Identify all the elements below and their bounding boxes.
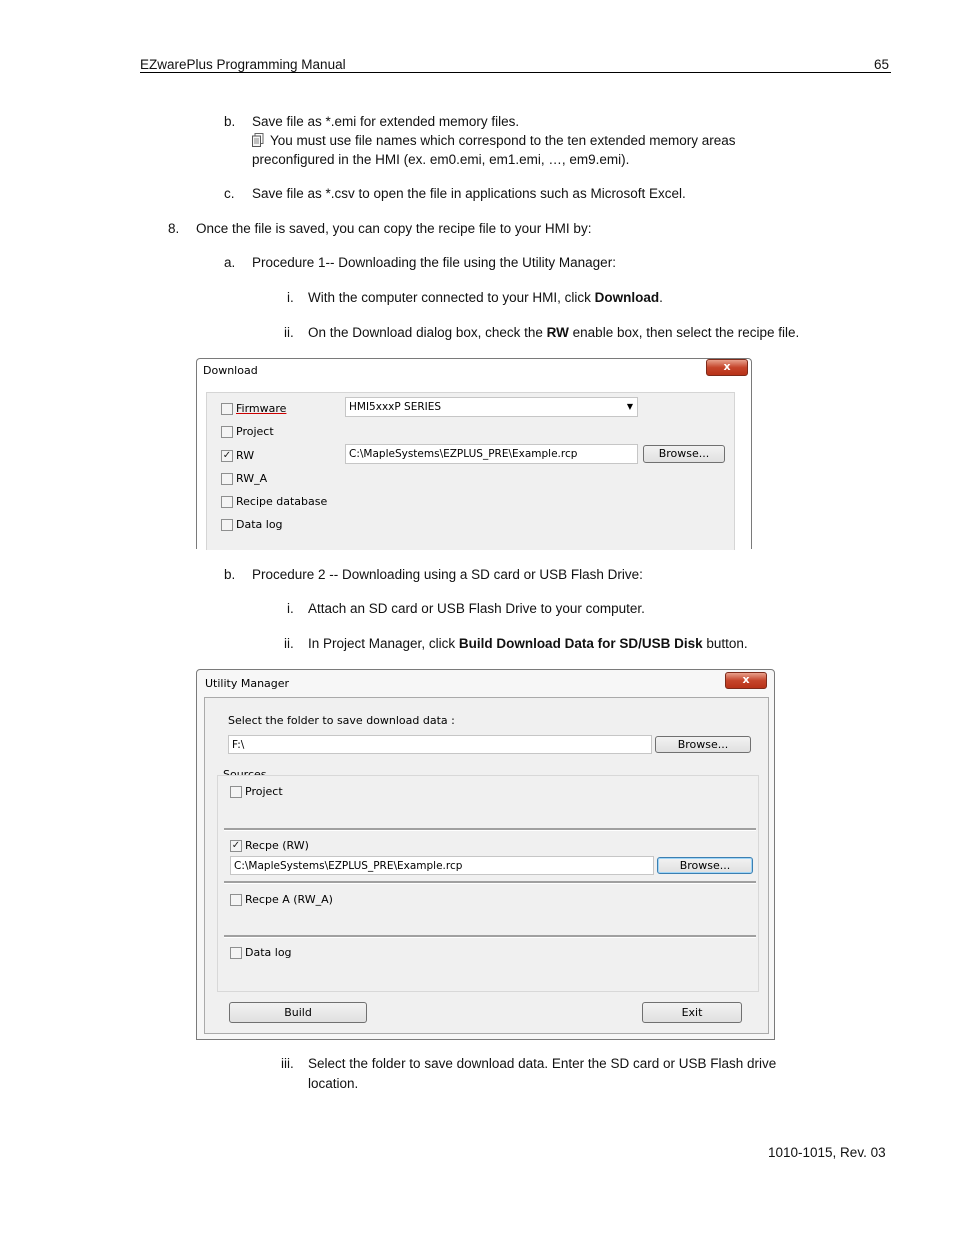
list-marker: c. (224, 186, 235, 201)
checkbox-label: RW (236, 449, 255, 462)
bold-text: Build Download Data for SD/USB Disk (458, 636, 703, 651)
checkbox-box[interactable] (230, 947, 242, 959)
list-text: Save file as *.emi for extended memory files. (252, 114, 520, 129)
list-text (308, 636, 748, 651)
list-text: Procedure 1-- Downloading the file using the Utility Manager: (252, 255, 616, 270)
checkbox-label: Project (245, 785, 283, 798)
note-icon (252, 133, 264, 147)
footer-doc-number: 1010-1015, Rev. 03 (768, 1145, 886, 1160)
checkbox-data-log[interactable] (230, 946, 292, 959)
divider (224, 828, 756, 831)
checkbox-data-log[interactable] (221, 518, 283, 531)
list-marker: b. (224, 567, 236, 582)
checkbox-label: Recpe A (RW_A) (245, 893, 333, 906)
text-run: With the computer connected to your HMI, click (308, 290, 595, 305)
chevron-down-icon[interactable]: ▼ (626, 402, 633, 411)
checkmark-icon[interactable]: ✓ (231, 839, 241, 851)
checkmark-icon[interactable]: ✓ (222, 449, 232, 461)
divider (224, 935, 756, 938)
checkbox-rw-a[interactable] (221, 472, 267, 485)
bold-text: Download (594, 290, 660, 305)
checkbox-box[interactable] (221, 496, 233, 508)
list-text: Select the folder to save download data. Enter the SD card or USB Flash drive (308, 1056, 777, 1071)
list-marker: 8. (168, 221, 180, 236)
close-button[interactable]: x (706, 359, 748, 376)
browse-button[interactable]: Browse... (655, 736, 751, 753)
note-text-line2: preconfigured in the HMI (ex. em0.emi, em1.emi, …, em9.emi). (252, 152, 630, 167)
list-marker: ii. (284, 636, 294, 651)
checkbox-recipe[interactable] (230, 839, 309, 852)
text-run: In Project Manager, click (308, 636, 459, 651)
list-text: location. (308, 1076, 359, 1091)
browse-button[interactable]: Browse... (643, 445, 725, 463)
checkbox-box[interactable] (221, 426, 233, 438)
sources-group (217, 775, 759, 992)
checkbox-label: Data log (236, 518, 283, 531)
text-run: On the Download dialog box, check the (308, 325, 547, 340)
header-title: EZwarePlus Programming Manual (140, 57, 346, 72)
divider (224, 881, 756, 884)
text-run: enable box, then select the recipe file. (568, 325, 800, 340)
series-select-value: HMI5xxxP SERIES (349, 401, 442, 413)
dialog-title: Download (203, 364, 258, 377)
list-marker: ii. (284, 325, 294, 340)
utility-panel (204, 697, 769, 1034)
checkbox-label: Recpe (RW) (245, 839, 309, 852)
rw-path-field[interactable]: C:\MapleSystems\EZPLUS_PRE\Example.rcp (345, 444, 638, 464)
utility-manager-dialog (196, 669, 775, 1040)
page-number: 65 (874, 57, 890, 72)
checkbox-label: Firmware (236, 402, 287, 415)
dialog-title: Utility Manager (205, 677, 290, 690)
checkbox-box[interactable] (230, 894, 242, 906)
checkbox-firmware[interactable] (221, 402, 286, 415)
checkbox-project[interactable] (230, 785, 283, 798)
checkbox-rw[interactable] (221, 449, 254, 462)
list-text (308, 290, 663, 305)
browse-button[interactable]: Browse... (657, 857, 753, 874)
header-rule (140, 72, 891, 73)
list-text: Attach an SD card or USB Flash Drive to your computer. (308, 601, 645, 616)
checkbox-recipe-database[interactable] (221, 495, 327, 508)
checkbox-label: Project (236, 425, 274, 438)
series-select[interactable] (345, 397, 638, 417)
checkbox-recipe-a[interactable] (230, 893, 333, 906)
list-marker: a. (224, 255, 236, 270)
checkbox-label: Data log (245, 946, 292, 959)
build-button[interactable]: Build (229, 1002, 367, 1023)
list-marker: b. (224, 114, 236, 129)
checkbox-box[interactable] (221, 403, 233, 415)
checkbox-box[interactable] (230, 786, 242, 798)
download-dialog (196, 358, 752, 549)
checkbox-box[interactable] (221, 519, 233, 531)
folder-field[interactable]: F:\ (228, 735, 652, 754)
list-marker: iii. (281, 1056, 294, 1071)
checkbox-label: RW_A (236, 472, 268, 485)
list-text (308, 325, 799, 340)
text-run: button. (702, 636, 748, 651)
checkbox-box[interactable] (221, 473, 233, 485)
list-text: Procedure 2 -- Downloading using a SD card or USB Flash Drive: (252, 567, 643, 582)
list-text: Once the file is saved, you can copy the recipe file to your HMI by: (196, 221, 592, 236)
bold-text: RW (546, 325, 569, 340)
checkbox-label: Recipe database (236, 495, 328, 508)
text-run: . (659, 290, 663, 305)
list-marker: i. (287, 290, 294, 305)
close-button[interactable]: x (725, 672, 767, 689)
list-marker: i. (287, 601, 294, 616)
checkbox-project[interactable] (221, 425, 274, 438)
list-text: Save file as *.csv to open the file in applications such as Microsoft Excel. (252, 186, 686, 201)
folder-label: Select the folder to save download data : (228, 714, 455, 727)
exit-button[interactable]: Exit (642, 1002, 742, 1023)
recipe-path-field[interactable]: C:\MapleSystems\EZPLUS_PRE\Example.rcp (230, 856, 654, 875)
note-text-line1: You must use file names which correspond to the ten extended memory areas (270, 133, 736, 148)
download-panel (206, 392, 735, 550)
